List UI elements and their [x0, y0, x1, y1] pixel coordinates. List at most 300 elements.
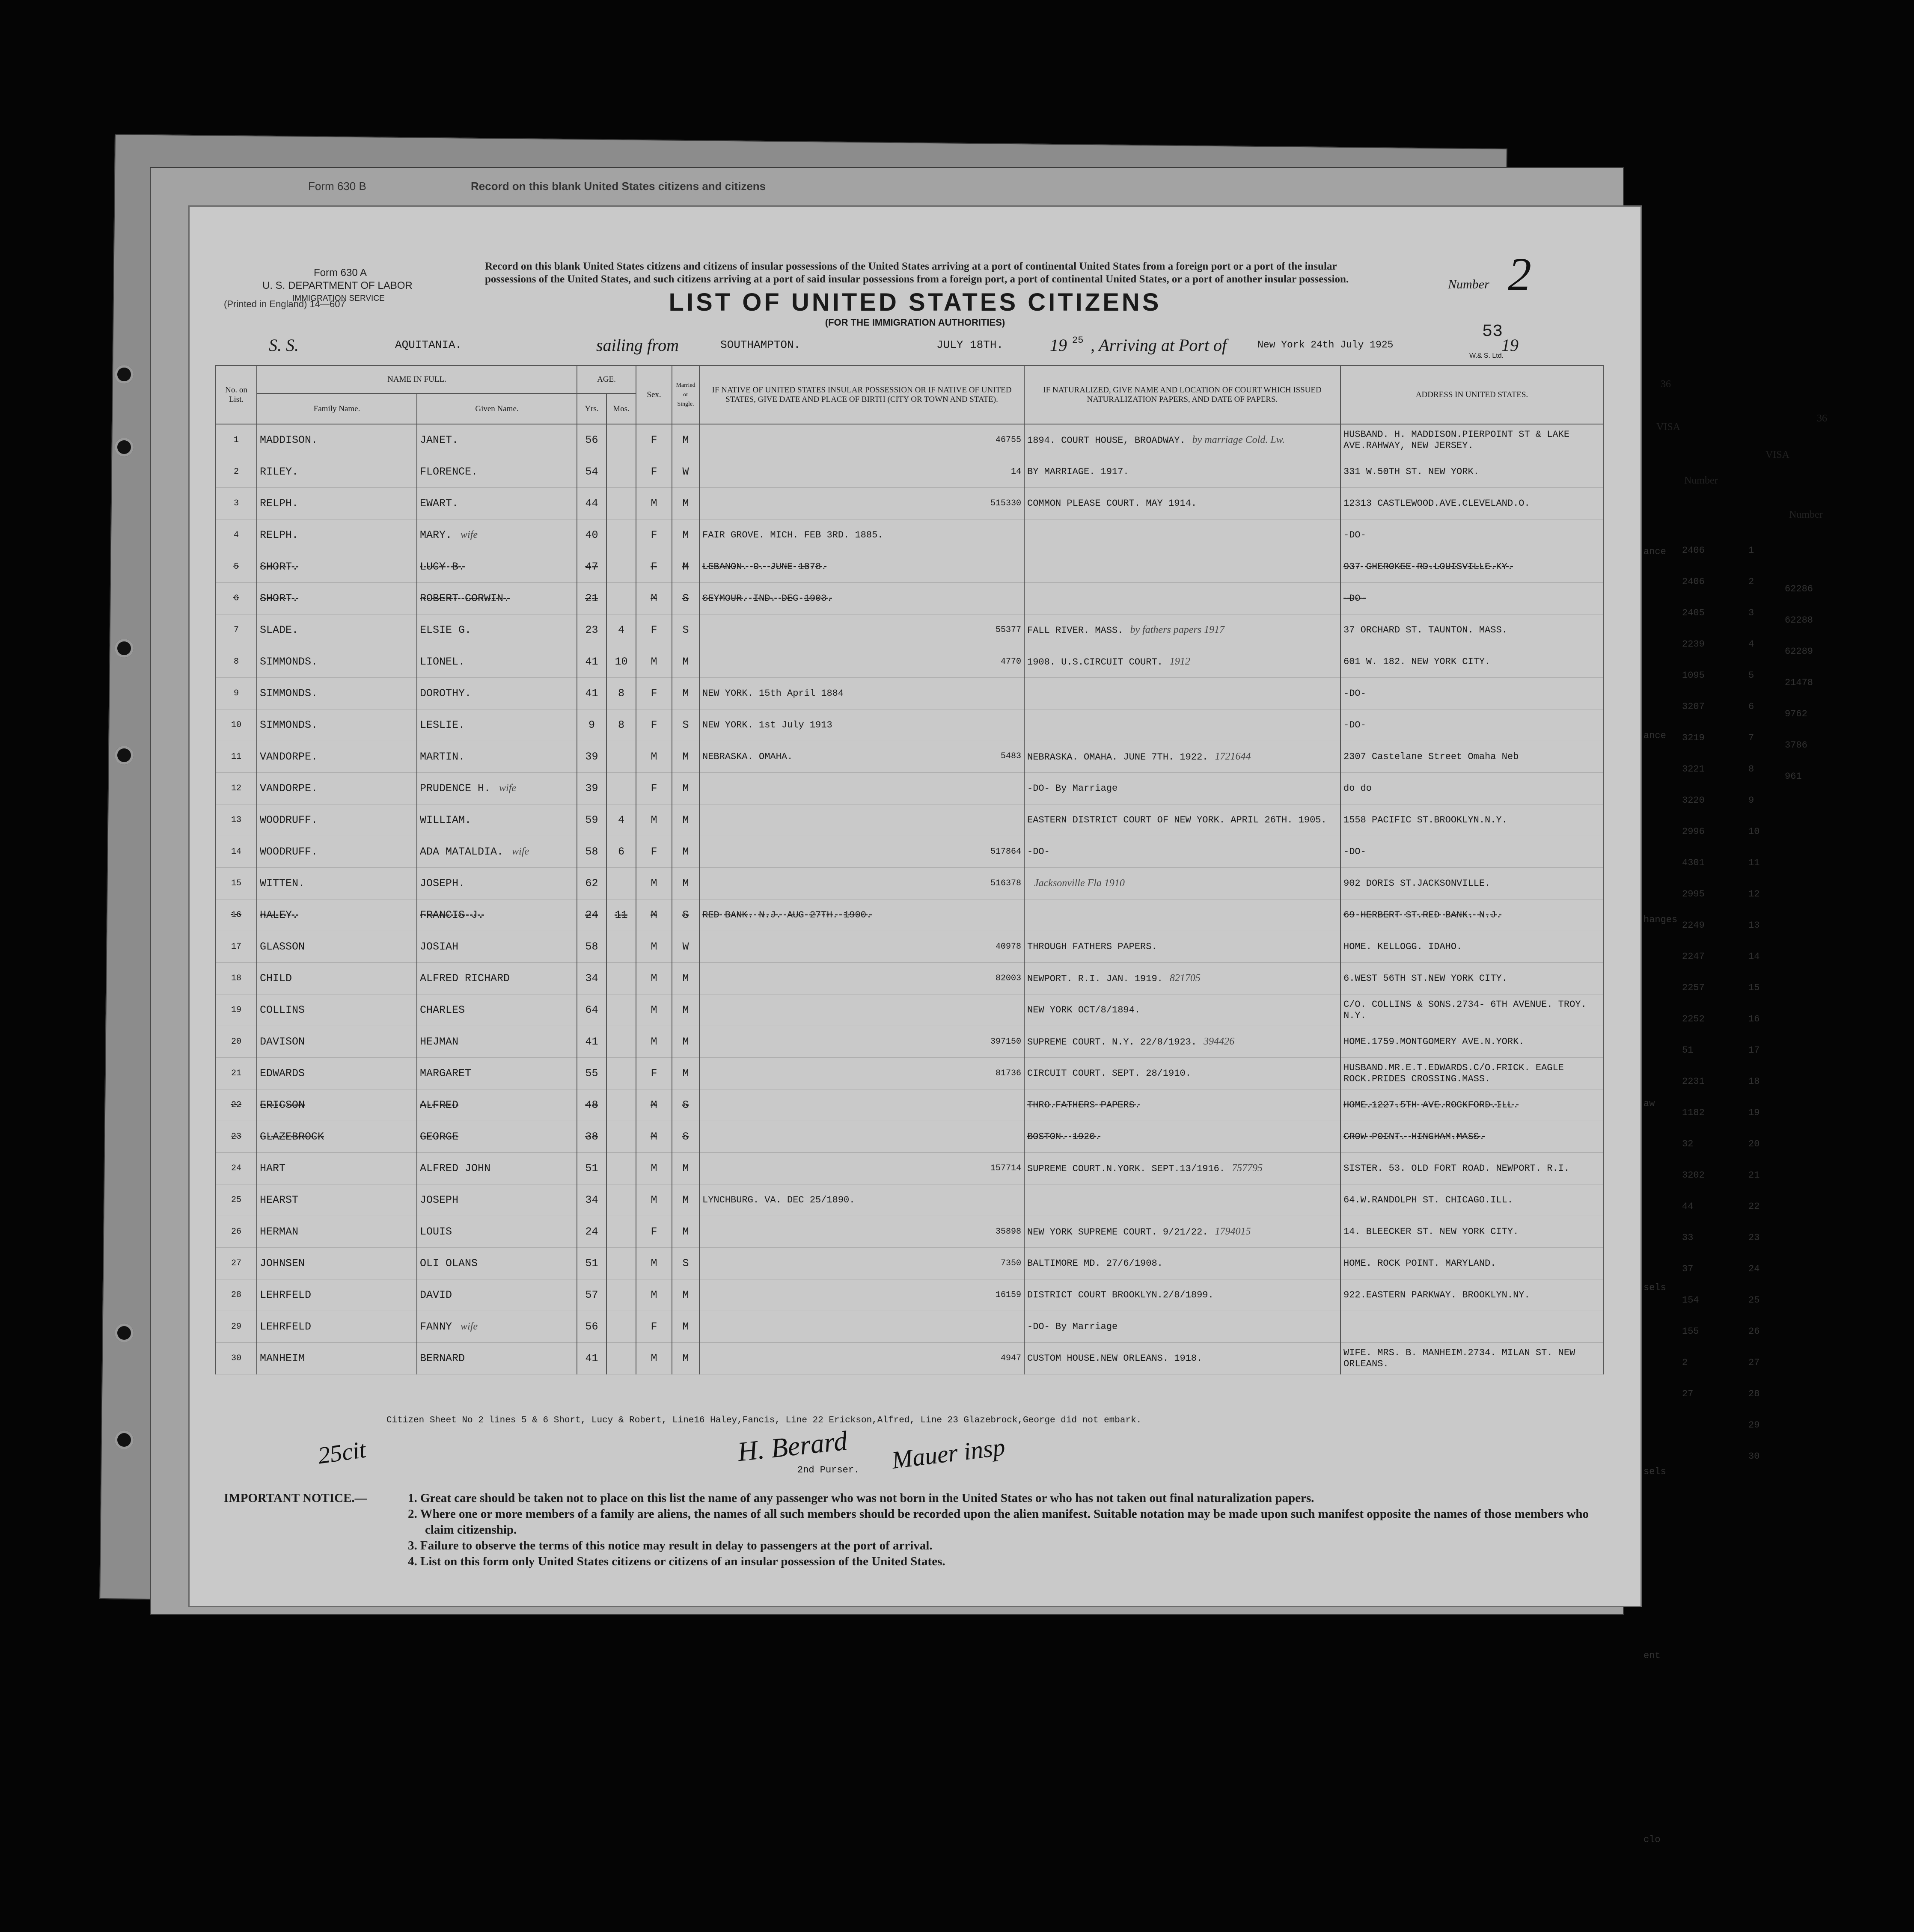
age-years: 41	[577, 646, 606, 678]
header-months: Mos.	[606, 394, 636, 424]
table-row	[216, 424, 1603, 456]
table-row	[216, 583, 1603, 614]
given-name-text: ALFRED JOHN	[420, 1162, 491, 1175]
sex: M	[636, 1089, 672, 1121]
row-number: 5	[216, 551, 257, 583]
arriving-label: , Arriving at Port of	[1091, 335, 1227, 355]
visa-entry: ance	[1644, 730, 1666, 741]
page-stamp: 53	[1482, 322, 1503, 341]
sailing-date: JULY 18TH.	[936, 338, 1004, 351]
age-years: 57	[577, 1279, 606, 1311]
certificate-number: 5483	[1000, 751, 1021, 761]
naturalization	[1024, 488, 1340, 519]
birth-place-date: FAIR GROVE. MICH. FEB 3RD. 1885.	[702, 530, 883, 540]
given-name-text: ALFRED RICHARD	[420, 972, 510, 985]
header-married: Married or Single.	[672, 365, 699, 424]
given-name	[417, 583, 577, 614]
birth-info	[699, 678, 1024, 709]
us-address: 1558 PACIFIC ST.BROOKLYN.N.Y.	[1340, 804, 1603, 836]
us-address: 922.EASTERN PARKWAY. BROOKLYN.NY.	[1340, 1279, 1603, 1311]
certificate-number: 516378	[990, 878, 1021, 888]
certificate-number: 157714	[990, 1163, 1021, 1173]
sex: M	[636, 899, 672, 931]
visa-entry: 27	[1682, 1389, 1694, 1399]
visa-entry: 10	[1748, 826, 1760, 837]
naturalization-text: EASTERN DISTRICT COURT OF NEW YORK. APRIL 26TH. 1905.	[1027, 814, 1327, 825]
visa-entry: 3219	[1682, 733, 1705, 743]
marital-status: M	[672, 678, 699, 709]
naturalization	[1024, 583, 1340, 614]
birth-info	[699, 804, 1024, 836]
year-suffix: 25	[1072, 335, 1084, 346]
certificate-number: 4770	[1000, 657, 1021, 667]
handwritten-note: wife	[512, 846, 529, 857]
naturalization	[1024, 773, 1340, 804]
age-months	[606, 1311, 636, 1343]
given-name	[417, 804, 577, 836]
marital-status: M	[672, 836, 699, 868]
naturalization-text: 1894. COURT HOUSE, BROADWAY.	[1027, 435, 1186, 446]
row-number: 17	[216, 931, 257, 963]
table-row	[216, 1311, 1603, 1343]
certificate-number: 397150	[990, 1037, 1021, 1047]
row-number: 26	[216, 1216, 257, 1248]
marital-status: M	[672, 963, 699, 994]
binder-hole	[115, 438, 134, 457]
naturalization	[1024, 804, 1340, 836]
birth-info	[699, 1279, 1024, 1311]
birth-info	[699, 963, 1024, 994]
marital-status: M	[672, 1153, 699, 1184]
visa-entry: sels	[1644, 1282, 1666, 1293]
naturalization	[1024, 899, 1340, 931]
birth-info	[699, 994, 1024, 1026]
citizens-table	[215, 365, 1604, 1374]
us-address: 2307 Castelane Street Omaha Neb	[1340, 741, 1603, 773]
birth-info	[699, 773, 1024, 804]
notice-item-3: 3. Failure to observe the terms of this notice may result in delay to passengers at the port of arrival.	[408, 1539, 933, 1552]
naturalization	[1024, 614, 1340, 646]
naturalization-text: CIRCUIT COURT. SEPT. 28/1910.	[1027, 1068, 1191, 1079]
visa-entry: 32	[1682, 1139, 1694, 1149]
visa-entry: 2252	[1682, 1014, 1705, 1024]
given-name	[417, 1089, 577, 1121]
given-name-text: DOROTHY.	[420, 687, 472, 700]
sex: F	[636, 614, 672, 646]
table-row	[216, 1343, 1603, 1374]
visa-entry: 26	[1748, 1326, 1760, 1337]
binder-hole	[115, 639, 134, 658]
table-row	[216, 773, 1603, 804]
given-name	[417, 994, 577, 1026]
age-months: 10	[606, 646, 636, 678]
table-row	[216, 488, 1603, 519]
family-name: SIMMONDS.	[257, 646, 417, 678]
binder-hole	[115, 1324, 134, 1342]
binder-hole	[115, 746, 134, 765]
given-name-text: DAVID	[420, 1289, 452, 1301]
given-name	[417, 678, 577, 709]
birth-info	[699, 424, 1024, 456]
age-months	[606, 1279, 636, 1311]
certificate-number: 14	[1010, 467, 1021, 477]
row-number: 6	[216, 583, 257, 614]
age-years: 59	[577, 804, 606, 836]
header-name-in-full: NAME IN FULL.	[257, 365, 577, 394]
row-number: 14	[216, 836, 257, 868]
naturalization	[1024, 994, 1340, 1026]
family-name: MANHEIM	[257, 1343, 417, 1374]
given-name-text: OLI OLANS	[420, 1257, 478, 1270]
family-name: RELPH.	[257, 488, 417, 519]
naturalization	[1024, 519, 1340, 551]
given-name	[417, 551, 577, 583]
table-row	[216, 899, 1603, 931]
notice-item-2: 2. Where one or more members of a family are aliens, the names of all such members should be recorded upon the alien manifest. Suitable notation may be made upon such manifest opposite the names of those members who claim citizenship.	[408, 1507, 1589, 1537]
family-name: HEARST	[257, 1184, 417, 1216]
given-name-text: LESLIE.	[420, 719, 465, 731]
marital-status: S	[672, 709, 699, 741]
visa-entry: 2406	[1682, 576, 1705, 587]
visa-page-no: 36	[1661, 379, 1671, 390]
certificate-number: 515330	[990, 499, 1021, 508]
naturalization	[1024, 741, 1340, 773]
year-prefix: 19	[1050, 335, 1067, 355]
naturalization	[1024, 646, 1340, 678]
visa-entry: 28	[1748, 1389, 1760, 1399]
header-years: Yrs.	[577, 394, 606, 424]
sex: M	[636, 994, 672, 1026]
age-years: 56	[577, 1311, 606, 1343]
certificate-number: 82003	[995, 973, 1021, 983]
visa-entry: 961	[1785, 771, 1802, 782]
visa-entry: 2406	[1682, 545, 1705, 556]
us-address: -DO-	[1340, 519, 1603, 551]
family-name: WOODRUFF.	[257, 836, 417, 868]
birth-place-date: LYNCHBURG. VA. DEC 25/1890.	[702, 1195, 855, 1205]
row-number: 23	[216, 1121, 257, 1153]
given-name-text: MARGARET	[420, 1067, 472, 1080]
given-name	[417, 1184, 577, 1216]
sex: F	[636, 424, 672, 456]
given-name	[417, 963, 577, 994]
handwritten-annotation: by fathers papers 1917	[1130, 624, 1225, 635]
family-name: CHILD	[257, 963, 417, 994]
table-row	[216, 1248, 1603, 1279]
marital-status: M	[672, 1058, 699, 1089]
marital-status: M	[672, 551, 699, 583]
visa-entry: 7	[1748, 733, 1754, 743]
ship-name: AQUITANIA.	[395, 338, 462, 351]
age-months	[606, 424, 636, 456]
family-name: VANDORPE.	[257, 773, 417, 804]
given-name-text: JOSEPH	[420, 1194, 459, 1206]
given-name	[417, 1026, 577, 1058]
sex: M	[636, 1184, 672, 1216]
birth-info	[699, 551, 1024, 583]
given-name	[417, 1343, 577, 1374]
row-number: 4	[216, 519, 257, 551]
age-years: 34	[577, 963, 606, 994]
visa-entry: 29	[1748, 1420, 1760, 1430]
naturalization	[1024, 1058, 1340, 1089]
visa-entry: 2239	[1682, 639, 1705, 650]
age-years: 51	[577, 1153, 606, 1184]
age-months: 8	[606, 709, 636, 741]
age-months	[606, 1248, 636, 1279]
given-name-text: ROBERT CORWIN.	[420, 592, 510, 605]
naturalization	[1024, 1279, 1340, 1311]
birth-place-date: RED BANK. N.J. AUG 27TH. 1900.	[702, 910, 872, 920]
naturalization	[1024, 1311, 1340, 1343]
visa-entry: 3207	[1682, 701, 1705, 712]
notice-label: IMPORTANT NOTICE.—	[224, 1491, 367, 1505]
row-number: 21	[216, 1058, 257, 1089]
age-years: 44	[577, 488, 606, 519]
visa-entry: 19	[1748, 1107, 1760, 1118]
marital-status: M	[672, 868, 699, 899]
table-row	[216, 646, 1603, 678]
marital-status: M	[672, 1343, 699, 1374]
naturalization	[1024, 456, 1340, 488]
notice-item-4: 4. List on this form only United States citizens or citizens of an insular possession of the United States.	[408, 1555, 945, 1568]
given-name	[417, 1248, 577, 1279]
age-months	[606, 1343, 636, 1374]
visa-entry: 51	[1682, 1045, 1694, 1056]
certificate-number: 7350	[1000, 1258, 1021, 1268]
visa-entry: 37	[1682, 1264, 1694, 1274]
family-name: COLLINS	[257, 994, 417, 1026]
ss-label: S. S.	[269, 335, 299, 355]
sex: M	[636, 1248, 672, 1279]
visa-entry: 1095	[1682, 670, 1705, 681]
given-name	[417, 1216, 577, 1248]
important-notice	[224, 1490, 1615, 1570]
age-months	[606, 583, 636, 614]
visa-entry: 33	[1682, 1232, 1694, 1243]
given-name	[417, 709, 577, 741]
table-row	[216, 1216, 1603, 1248]
visa-entry: ance	[1644, 546, 1666, 557]
sex: F	[636, 709, 672, 741]
header-sex: Sex.	[636, 365, 672, 424]
age-years: 39	[577, 773, 606, 804]
age-years: 47	[577, 551, 606, 583]
sex: M	[636, 1121, 672, 1153]
given-name	[417, 456, 577, 488]
row-number: 25	[216, 1184, 257, 1216]
certificate-number: 4947	[1000, 1353, 1021, 1363]
marital-status: M	[672, 1216, 699, 1248]
naturalization-text: -DO- By Marriage	[1027, 783, 1118, 794]
given-name	[417, 1058, 577, 1089]
table-row	[216, 1089, 1603, 1121]
family-name: ERICSON	[257, 1089, 417, 1121]
page-subtitle: (FOR THE IMMIGRATION AUTHORITIES)	[825, 317, 1005, 328]
birth-info	[699, 868, 1024, 899]
handwritten-note: wife	[499, 783, 517, 794]
us-address: 902 DORIS ST.JACKSONVILLE.	[1340, 868, 1603, 899]
sex: M	[636, 868, 672, 899]
marital-status: M	[672, 741, 699, 773]
naturalization-text: FALL RIVER. MASS.	[1027, 625, 1123, 636]
birth-info	[699, 1184, 1024, 1216]
certificate-number: 81736	[995, 1068, 1021, 1078]
family-name: GLAZEBROCK	[257, 1121, 417, 1153]
certificate-number: 517864	[990, 847, 1021, 857]
visa-entry: 5	[1748, 670, 1754, 681]
birth-info	[699, 709, 1024, 741]
family-name: RELPH.	[257, 519, 417, 551]
family-name: JOHNSEN	[257, 1248, 417, 1279]
inspector-signature: Mauer insp	[890, 1433, 1007, 1474]
family-name: RILEY.	[257, 456, 417, 488]
age-months	[606, 741, 636, 773]
naturalization-text: THROUGH FATHERS PAPERS.	[1027, 941, 1157, 952]
table-row	[216, 931, 1603, 963]
visa-entry: 21	[1748, 1170, 1760, 1181]
visa-entry: 23	[1748, 1232, 1760, 1243]
birth-info	[699, 836, 1024, 868]
table-row	[216, 1279, 1603, 1311]
naturalization-text: NEBRASKA. OMAHA. JUNE 7TH. 1922.	[1027, 751, 1208, 763]
us-address: 69 HERBERT ST.RED BANK. N.J.	[1340, 899, 1603, 931]
age-years: 48	[577, 1089, 606, 1121]
birth-place-date: LEBANON. O. JUNE 1878.	[702, 561, 827, 572]
sex: F	[636, 1058, 672, 1089]
certificate-number: 16159	[995, 1290, 1021, 1300]
visa-entry: 62286	[1785, 584, 1813, 594]
age-months	[606, 963, 636, 994]
age-years: 41	[577, 1343, 606, 1374]
given-name-text: LOUIS	[420, 1226, 452, 1238]
family-name: LEHRFELD	[257, 1311, 417, 1343]
purser-signature: H. Berard	[736, 1425, 849, 1467]
visa-entry: 20	[1748, 1139, 1760, 1149]
visa-number-label: Number	[1789, 509, 1823, 520]
sailing-label: sailing from	[596, 335, 679, 355]
sex: M	[636, 1026, 672, 1058]
us-address: HUSBAND.MR.E.T.EDWARDS.C/O.FRICK. EAGLE ROCK.PRIDES CROSSING.MASS.	[1340, 1058, 1603, 1089]
us-address: HOME. KELLOGG. IDAHO.	[1340, 931, 1603, 963]
sex: M	[636, 931, 672, 963]
sex: M	[636, 488, 672, 519]
naturalization-text: -DO-	[1027, 846, 1050, 857]
age-months	[606, 1121, 636, 1153]
sex: F	[636, 678, 672, 709]
age-months	[606, 931, 636, 963]
marital-status: M	[672, 994, 699, 1026]
family-name: LEHRFELD	[257, 1279, 417, 1311]
visa-entry: 2247	[1682, 951, 1705, 962]
given-name-text: CHARLES	[420, 1004, 465, 1016]
visa-entry: 27	[1748, 1357, 1760, 1368]
us-address: SISTER. 53. OLD FORT ROAD. NEWPORT. R.I.	[1340, 1153, 1603, 1184]
given-name-text: FLORENCE.	[420, 466, 478, 478]
sex: M	[636, 963, 672, 994]
visa-entry: hanges	[1644, 914, 1678, 925]
birth-info	[699, 1058, 1024, 1089]
given-name	[417, 614, 577, 646]
certificate-number: 35898	[995, 1227, 1021, 1237]
visa-entry: 3202	[1682, 1170, 1705, 1181]
given-name-text: GEORGE	[420, 1131, 459, 1143]
family-name: SHORT.	[257, 583, 417, 614]
visa-entry: 2231	[1682, 1076, 1705, 1087]
page-title: LIST OF UNITED STATES CITIZENS	[669, 288, 1162, 316]
visa-entry: aw	[1644, 1098, 1655, 1109]
age-months	[606, 519, 636, 551]
age-months	[606, 994, 636, 1026]
age-years: 38	[577, 1121, 606, 1153]
visa-entry: 44	[1682, 1201, 1694, 1212]
number-label: Number	[1448, 277, 1489, 291]
visa-entry: 15	[1748, 982, 1760, 993]
age-years: 9	[577, 709, 606, 741]
age-months: 6	[606, 836, 636, 868]
age-years: 55	[577, 1058, 606, 1089]
row-number: 12	[216, 773, 257, 804]
visa-entry: sels	[1644, 1466, 1666, 1477]
visa-line-numbers	[1748, 535, 1774, 1472]
marital-status: S	[672, 899, 699, 931]
table-row	[216, 519, 1603, 551]
age-years: 62	[577, 868, 606, 899]
visa-entry: 3220	[1682, 795, 1705, 806]
naturalization	[1024, 1153, 1340, 1184]
us-address: do do	[1340, 773, 1603, 804]
visa-entry: ent	[1644, 1650, 1661, 1661]
age-years: 21	[577, 583, 606, 614]
us-address: -DO-	[1340, 678, 1603, 709]
row-number: 22	[216, 1089, 257, 1121]
age-months	[606, 773, 636, 804]
naturalization	[1024, 836, 1340, 868]
given-name-text: MARTIN.	[420, 751, 465, 763]
naturalization	[1024, 963, 1340, 994]
visa-entry: 11	[1748, 858, 1760, 868]
sheet-number: 2	[1508, 248, 1531, 300]
given-name	[417, 741, 577, 773]
us-address: CROW POINT. HINGHAM.MASS.	[1340, 1121, 1603, 1153]
certificate-number: 46755	[995, 435, 1021, 445]
family-name: HALEY.	[257, 899, 417, 931]
us-address: HUSBAND. H. MADDISON.PIERPOINT ST & LAKE AVE.RAHWAY, NEW JERSEY.	[1340, 424, 1603, 456]
family-name: GLASSON	[257, 931, 417, 963]
birth-info	[699, 1121, 1024, 1153]
naturalization	[1024, 1248, 1340, 1279]
visa-entry: 62288	[1785, 615, 1813, 626]
sex: F	[636, 836, 672, 868]
birth-info	[699, 1026, 1024, 1058]
sex: M	[636, 1279, 672, 1311]
row-number: 3	[216, 488, 257, 519]
family-name: WITTEN.	[257, 868, 417, 899]
us-address: HOME. ROCK POINT. MARYLAND.	[1340, 1248, 1603, 1279]
visa-entry: 9762	[1785, 709, 1807, 719]
birth-info	[699, 488, 1024, 519]
given-name-text: JOSIAH	[420, 941, 459, 953]
row-number: 28	[216, 1279, 257, 1311]
given-name-text: EWART.	[420, 497, 459, 510]
family-name: HERMAN	[257, 1216, 417, 1248]
age-years: 51	[577, 1248, 606, 1279]
visa-entry: 4	[1748, 639, 1754, 650]
sex: M	[636, 741, 672, 773]
naturalization-text: BY MARRIAGE. 1917.	[1027, 466, 1129, 477]
instruction-text: Record on this blank United States citizens and citizens of insular possessions of the United States arriving at a port of continental United States from a foreign port or a port of the insular possessions of the United States, and such citizens arriving at a port of said insular possessions from a foreign port, a port of continental United States, or a port of another insular possession.	[485, 261, 1349, 285]
visa-numbers-left	[1682, 535, 1738, 1410]
